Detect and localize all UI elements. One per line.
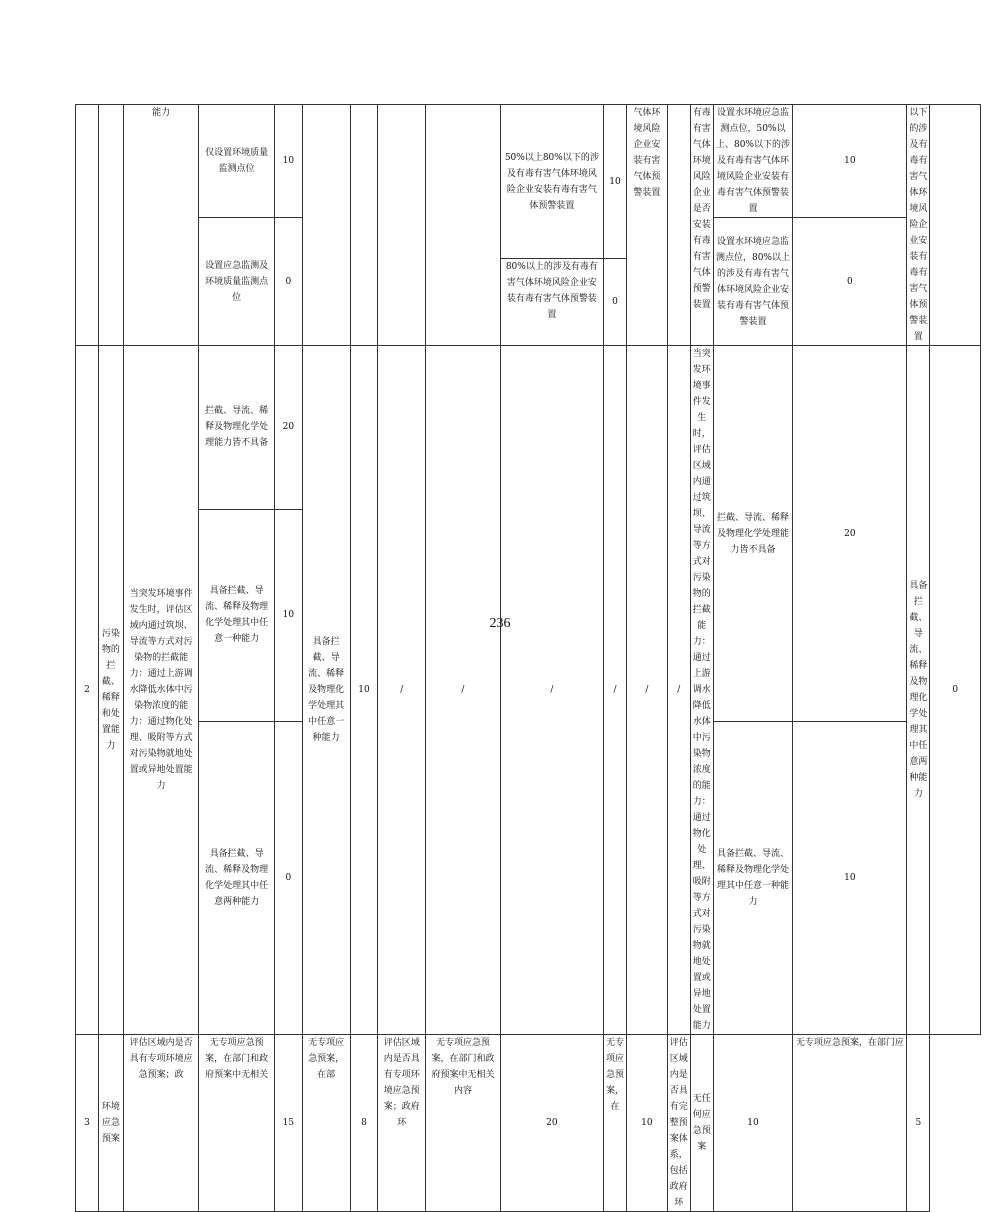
cell-criterion-2a: 拦截、导流、稀释及物理化学处理能力皆不具备 [199, 346, 275, 510]
cell-score-1c: 10 [603, 105, 626, 259]
cell-score-2d: 20 [793, 346, 907, 722]
cell-category-1 [98, 105, 123, 346]
cell-criterion-2d: 拦截、导流、稀释及物理化学处理能力皆不具备 [713, 346, 793, 722]
cell-level-2: 具备拦截、导流、稀释及物理化学处理其中任意一种能力 [302, 346, 350, 1035]
cell-c12-2: / [626, 346, 667, 1035]
cell-c17-1: 以下的涉及有毒有害气体环境风险企业安装有毒有害气体预警装置 [907, 105, 930, 346]
cell-score-1b: 0 [274, 218, 302, 346]
cell-level-score-1 [350, 105, 378, 346]
cell-category-3: 环境应急预案 [98, 1035, 123, 1212]
cell-c13-3: 评估区域内是否具有完整预案体系，包括政府环 [667, 1035, 690, 1212]
cell-c14-3: 无任何应急预案 [690, 1035, 713, 1212]
cell-c13-1 [667, 105, 690, 346]
cell-desc-3: 评估区域内是否具有专项环境应急预案；政 [123, 1035, 199, 1212]
cell-criterion-1e: 设置水环境应急监测点位，50%以上、80%以下的涉及有毒有害气体环境风险企业安装有毒有害气体预警装置 [713, 105, 793, 218]
cell-criterion-1f: 设置水环境应急监测点位，80%以上的涉及有毒有害气体环境风险企业安装有毒有害气体预警装置 [713, 218, 793, 346]
cell-c16-3: 无专项应急预案，在部门应 [793, 1035, 907, 1212]
cell-score-1f: 0 [793, 218, 907, 346]
cell-criterion-2c: 具备拦截、导流、稀释及物理化学处理其中任意两种能力 [199, 722, 275, 1035]
cell-criterion-1b: 设置应急监测及环境质量监测点位 [199, 218, 275, 346]
cell-level-score-3: 8 [350, 1035, 378, 1212]
cell-c10-3: 20 [500, 1035, 603, 1212]
cell-c12-1: 气体环境风险企业安装有害气体预警装置 [626, 105, 667, 346]
cell-score-2b: 10 [274, 509, 302, 721]
cell-score-3a: 15 [274, 1035, 302, 1212]
cell-c10-2: / [500, 346, 603, 1035]
cell-desc-2: 当突发环境事件发生时，评估区域内通过筑坝、导流等方式对污染物的拦截能力：通过上游调水降低水体中污染物浓度的能力：通过物化处理、吸附等方式对污染物就地处置或异地处置能力 [123, 346, 199, 1035]
page-number: 236 [489, 616, 511, 631]
cell-criterion-1d: 80%以上的涉及有毒有害气体环境风险企业安装有毒有害气体预警装置 [500, 259, 603, 346]
cell-c12-3: 10 [626, 1035, 667, 1212]
cell-criterion-2b: 具备拦截、导流、稀释及物理化学处理其中任意一种能力 [199, 509, 275, 721]
cell-level-score-2: 10 [350, 346, 378, 1035]
evaluation-table [75, 104, 1000, 1212]
cell-c8-3: 评估区域内是否具有专项环境应急预案；政府环 [378, 1035, 426, 1212]
cell-c14-1: 有毒有害气体环境风险企业是否安装有毒有害气体预警装置 [690, 105, 713, 346]
cell-score-2e: 10 [793, 722, 907, 1035]
cell-c17-2: 具备拦截、导流、稀释及物理化学处理其中任意两种能力 [907, 346, 930, 1035]
cell-category-2: 污染物的拦截、稀释和处置能力 [98, 346, 123, 1035]
cell-score-2a: 20 [274, 346, 302, 510]
cell-c17-3: 5 [907, 1035, 930, 1212]
cell-criterion-1c: 50%以上80%以下的涉及有毒有害气体环境风险企业安装有毒有害气体预警装置 [500, 105, 603, 259]
cell-c11-2: / [603, 346, 626, 1035]
cell-score-2c: 0 [274, 722, 302, 1035]
cell-c18-2: 0 [930, 346, 981, 1035]
cell-c9-3: 无专项应急预案，在部门和政府预案中无相关内容 [426, 1035, 501, 1212]
cell-c18-1 [930, 105, 981, 346]
cell-c8-1 [378, 105, 426, 346]
cell-level-3: 无专项应急预案，在部 [302, 1035, 350, 1212]
cell-criterion-1a: 仅设置环境质量监测点位 [199, 105, 275, 218]
cell-c14-2: 当突发环境事件发生时，评估区域内通过筑坝、导流等方式对污染物的拦截能力：通过上游调水降低水体中污染物浓度的能力：通过物化处理、吸附等方式对污染物就地处置或异地处置能力 [690, 346, 713, 1035]
cell-criterion-3a: 无专项应急预案，在部门和政府预案中无相关 [199, 1035, 275, 1212]
cell-c9-1 [426, 105, 501, 346]
cell-c11-3: 无专项应急预案，在 [603, 1035, 626, 1212]
cell-c13-2: / [667, 346, 690, 1035]
cell-num-3: 3 [76, 1035, 99, 1212]
cell-desc-1: 能力 [123, 105, 199, 346]
cell-score-1a: 10 [274, 105, 302, 218]
cell-num-2: 2 [76, 346, 99, 1035]
cell-c8-2: / [378, 346, 426, 1035]
cell-level-1 [302, 105, 350, 346]
cell-c9-2: / [426, 346, 501, 1035]
cell-criterion-2e: 具备拦截、导流、稀释及物理化学处理其中任意一种能力 [713, 722, 793, 1035]
cell-num-1 [76, 105, 99, 346]
cell-score-1e: 10 [793, 105, 907, 218]
cell-score-1d: 0 [603, 259, 626, 346]
cell-c15-3: 10 [713, 1035, 793, 1212]
